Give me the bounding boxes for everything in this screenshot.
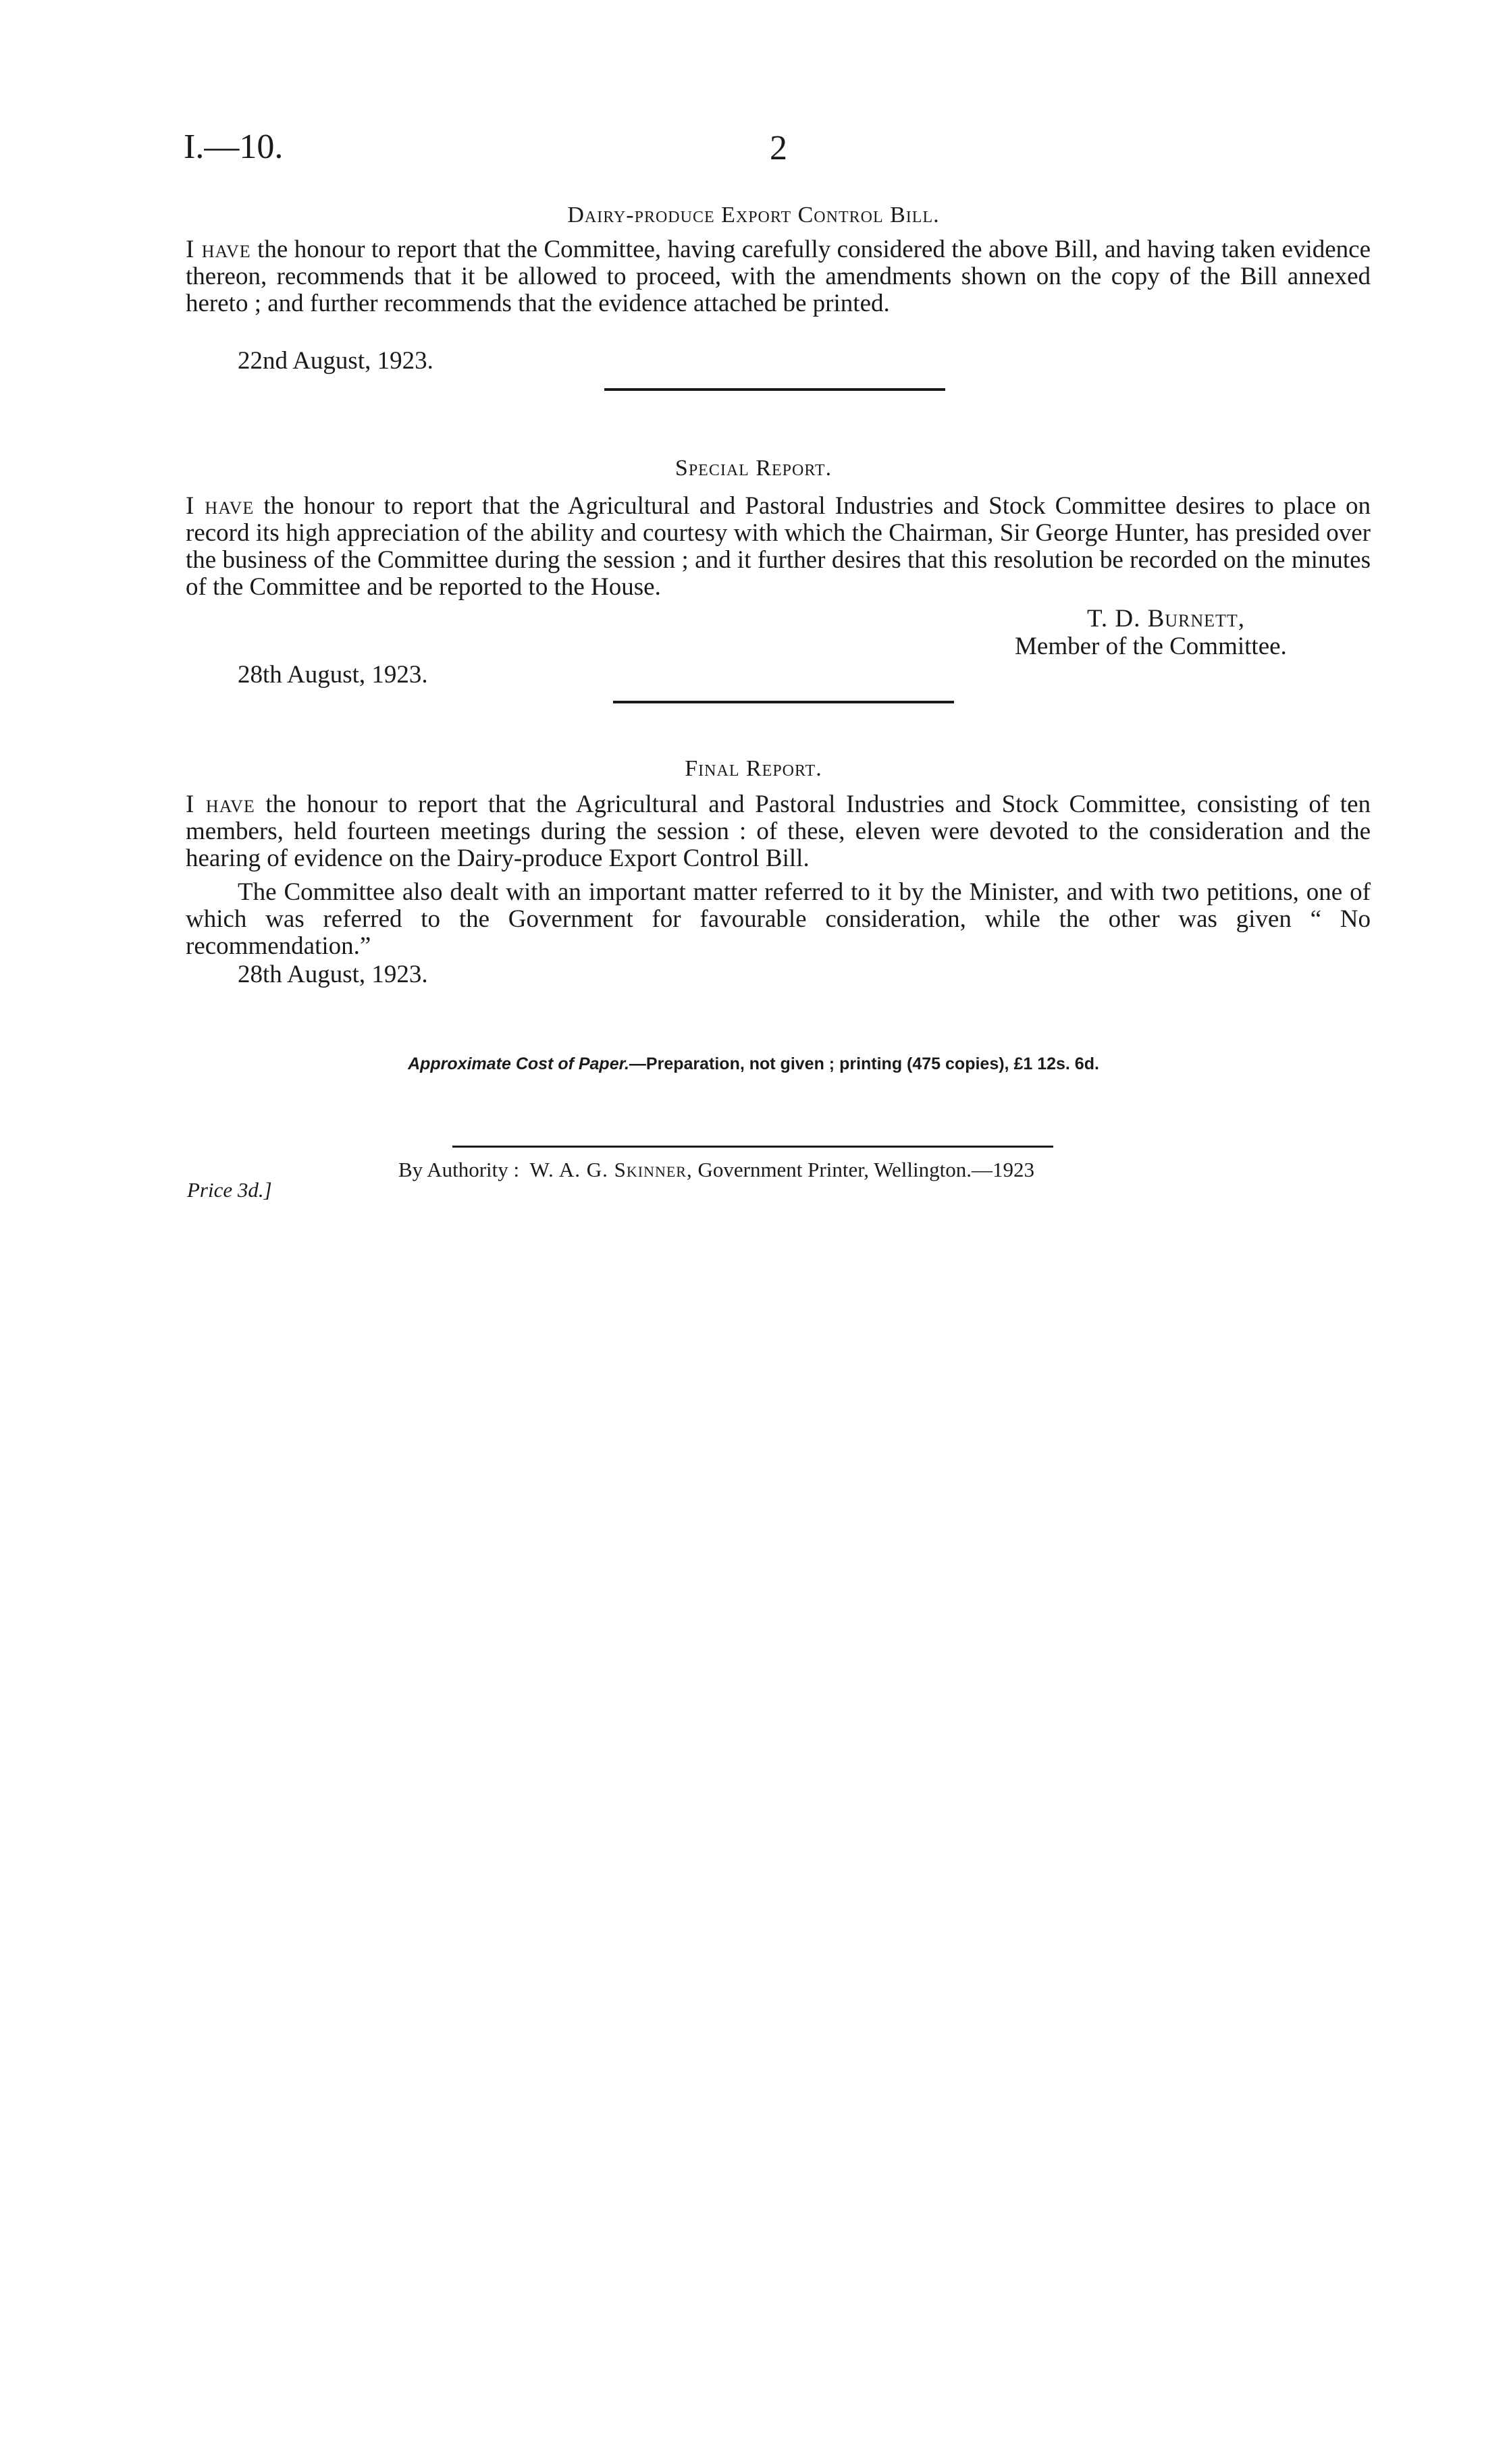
cost-label: Approximate Cost of Paper. — [408, 1054, 629, 1073]
paragraph-body: the honour to report that the Agricultural and Pastoral Industries and Stock Committee desires to place on record its high appreciation of the ability and courtesy with which the Chairman, Sir George Hunter, has presided over the business of the Committee during the session ; and it further desires that this resolution be recorded on the minutes of the Committee and be reported to the House. — [186, 492, 1371, 601]
section-title-special-report: Special Report. — [675, 456, 832, 481]
signatory-name: T. D. Burnett, — [1087, 605, 1246, 633]
printer-authority-line: By Authority : W. A. G. Skinner, Government Printer, Wellington.—1923 — [398, 1158, 1034, 1181]
paragraph-final-report-continued: The Committee also dealt with an important matter referred to it by the Minister, and with two petitions, one of which was referred to the Government for favourable consideration, while the other was given “ No recommendation.” — [186, 878, 1371, 960]
paragraph-lead: I have — [186, 791, 255, 818]
paragraph-body: the honour to report that the Committee, having carefully considered the above Bill, and having taken evidence thereon, recommends that it be allowed to proceed, with the amendments shown on the copy of the Bill annexed hereto ; and further recommends that the evidence attached be printed. — [186, 236, 1371, 317]
date-line: 28th August, 1923. — [238, 961, 428, 988]
section-divider — [604, 388, 945, 391]
cost-text: —Preparation, not given ; printing (475 copies), £1 12s. 6d. — [629, 1054, 1099, 1073]
paragraph-final-report — [186, 791, 1371, 872]
price-note: Price 3d.] — [187, 1178, 272, 1202]
date-line: 28th August, 1923. — [238, 661, 428, 689]
paragraph-dairy-bill — [186, 236, 1371, 317]
section-divider — [613, 701, 954, 703]
paragraph-lead: I have — [186, 492, 255, 520]
footer-divider — [452, 1146, 1053, 1148]
cost-of-paper-note — [0, 1054, 1507, 1074]
page-number: 2 — [770, 129, 787, 167]
paragraph-special-report — [186, 493, 1371, 601]
paragraph-body: the honour to report that the Agricultural and Pastoral Industries and Stock Committee, consisting of ten members, held fourteen meetings during the session : of these, eleven were devoted to the consideration and the hearing of evidence on the Dairy-produce Export Control Bill. — [186, 791, 1371, 872]
section-title-final-report: Final Report. — [685, 756, 822, 781]
document-reference: I.—10. — [184, 128, 284, 166]
date-line: 22nd August, 1923. — [238, 347, 433, 375]
signatory-role: Member of the Committee. — [1015, 633, 1287, 660]
section-title-dairy-bill: Dairy-produce Export Control Bill. — [567, 203, 940, 227]
paragraph-lead: I have — [186, 236, 251, 263]
